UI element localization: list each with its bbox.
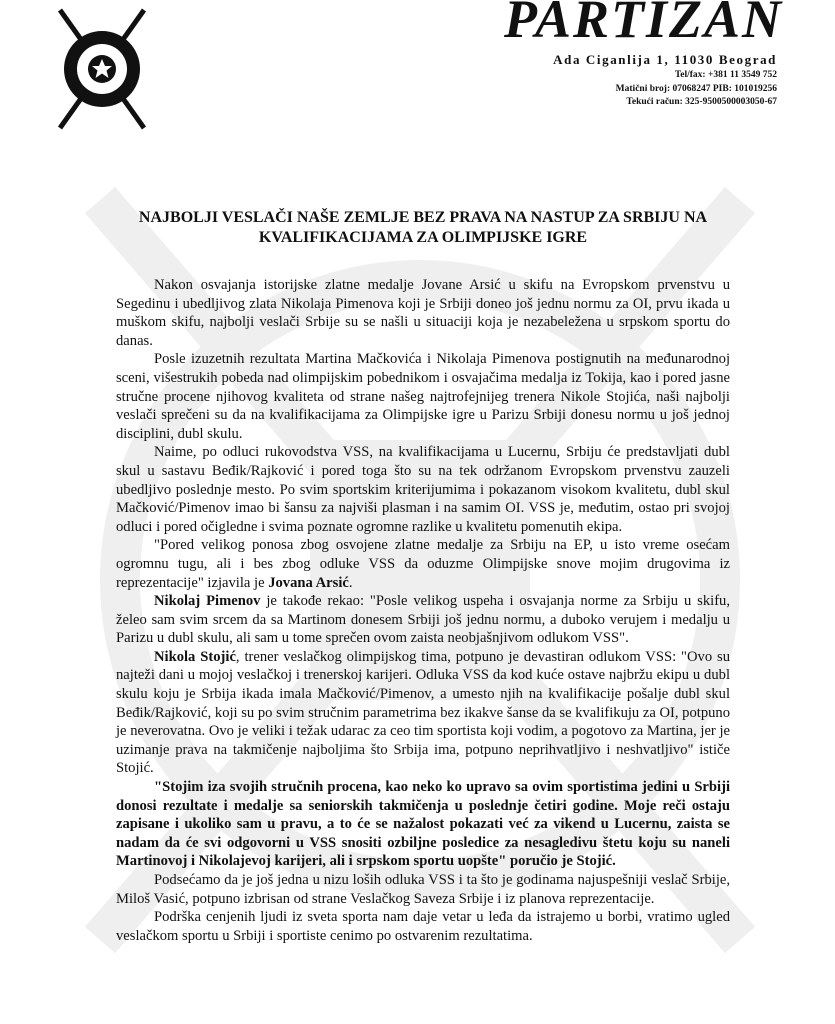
- registration-ids: Matični broj: 07068247 PIB: 101019256: [615, 83, 777, 94]
- bank-account: Tekući račun: 325-9500500003050-67: [626, 97, 777, 107]
- paragraph-9: Podrška cenjenih ljudi iz sveta sporta nam daje vetar u leđa da istrajemo u borbi, vratimo ugled veslačkom sportu u Srbiji i sportiste cenimo po ostvarenim rezultatima.: [116, 909, 730, 944]
- paragraph-5: [116, 592, 730, 648]
- pimenov-name: Nikolaj Pimenov: [154, 593, 261, 610]
- paragraph-4: [116, 536, 730, 592]
- paragraph-6: [116, 648, 730, 778]
- document-title: NAJBOLJI VESLAČI NAŠE ZEMLJE BEZ PRAVA NA NASTUP ZA SRBIJU NA KVALIFIKACIJAMA ZA OLIMPIJSKE IGRE: [138, 209, 708, 246]
- tel-fax: Tel/fax: +381 11 3549 752: [674, 70, 777, 80]
- letterhead: [0, 0, 835, 140]
- paragraph-8: Podsećamo da je još jedna u nizu loših odluka VSS i ta što je godinama najuspešniji veslač Srbije, Miloš Vasić, potpuno izbrisan od strane Veslačkog Saveza Srbije i iz planova reprezentacije.: [116, 872, 730, 907]
- paragraph-2: Posle izuzetnih rezultata Martina Mačkovića i Nikolaja Pimenova postignutih na međunarodnoj sceni, višestrukih pobeda nad olimpijskim pobednikom i osvajačima medalja iz Tokija, kao i pored jasne stručne procene njihovog kvaliteta od strane našeg najtrofejnijeg trenera Nikole Stojića, naši najbolji veslači sprečeni su da na kvalifikacijama za Olimpijske igre u Parizu Srbiji donesu normu u još jednoj disciplini, dubl skulu.: [116, 351, 730, 442]
- letter-body: [116, 208, 730, 945]
- arsic-name: Jovana Arsić: [268, 574, 349, 591]
- contact-block: [616, 69, 777, 110]
- club-address: Ada Ciganlija 1, 11030 Beograd: [553, 52, 777, 67]
- club-logo: [52, 6, 152, 132]
- paragraph-3: Naime, po odluci rukovodstva VSS, na kvalifikacijama u Lucernu, Srbiju će predstavljati dubl skul u sastavu Beđik/Rajković i pored toga što su na tek održanom Evropskom prvenstvu zauzeli ubedljivo poslednje mesto. Po svim sportskim kriterijumima i pokazanom visokom kvalitetu, dubl skul Mačković/Pimenov imao bi šansu za najviši plasman i na samim OI. VSS je, međutim, ostao pri svojoj odluci i pored očigledne i svima poznate ogromne razlike u kvalitetu pomenutih ekipa.: [116, 444, 730, 535]
- stojic-quote: , trener veslačkog olimpijskog tima, potpuno je devastiran odlukom VSS: "Ovo su najteži dani u mojoj veslačkoj i trenerskoj karijeri. Odluka VSS da kod kuće ostave najbržu ekipu u dubl skulu koju je Srbija ikada imala Mačković/Pimenov, a umesto njih na kvalifikacije pošalje dubl skul Beđik/Rajković, koji su po svim stručnim parametrima bez ikakve šanse da se kvalifikuju za OI, potpuno je neverovatna. Ovo je veliki i težak udarac za ceo tim sportista koji vodim, a pogotovo za Martina, jer je uzimanje prava na takmičenje najboljima što Srbija ima, potpuno neprihvatljivo i neshvatljivo" ističe Stojić.: [116, 648, 731, 777]
- arsic-quote: "Pored velikog ponosa zbog osvojene zlatne medalje za Srbiju na EP, u isto vreme osećam ogromnu tugu, ali i bes zbog odluke VSS da oduzme Olimpijske snove mojim drugovima iz reprezentacije" izjavila je: [116, 537, 730, 591]
- arsic-quote-end: .: [348, 574, 353, 591]
- pimenov-quote: je takođe rekao: "Posle velikog uspeha i osvajanja norme za Srbiju u skifu, želeo sam svim srcem da sa Martinom donesem Srbiji još jednu normu, a duboko verujem i medalju u Parizu u dubl skulu, ali sam u tome sprečen ovom zaista neobjašnjivom odlukom VSS".: [116, 593, 731, 647]
- brand-name: PARTIZAN: [503, 0, 783, 49]
- paragraph-7: "Stojim iza svojih stručnih procena, kao neko ko upravo sa ovim sportistima jedini u Srbiji donosi rezultate i medalje sa seniorskih takmičenja u poslednje četiri godine. Moje reči ostaju zapisane i ukoliko sam u pravu, a to će se nažalost pokazati već za vikend u Lucernu, zaista se nadam da će svi odgovorni u VSS snositi ozbiljne posledice za nesagledivu štetu koju su naneli Martinovoj i Nikolajevoj karijeri, ali i srpskom sportu uopšte" poručio je Stojić.: [116, 779, 730, 870]
- paragraph-1: Nakon osvajanja istorijske zlatne medalje Jovane Arsić u skifu na Evropskom prvenstvu u Segedinu i ubedljivog zlata Nikolaja Pimenova koji je Srbiji doneo još jednu normu za OI, prvu ikada u muškom skifu, najbolji veslači Srbije su se našli u situaciji koja je nezabeležena u srpskom sportu do danas.: [116, 277, 730, 349]
- stojic-name: Nikola Stojić: [154, 648, 236, 665]
